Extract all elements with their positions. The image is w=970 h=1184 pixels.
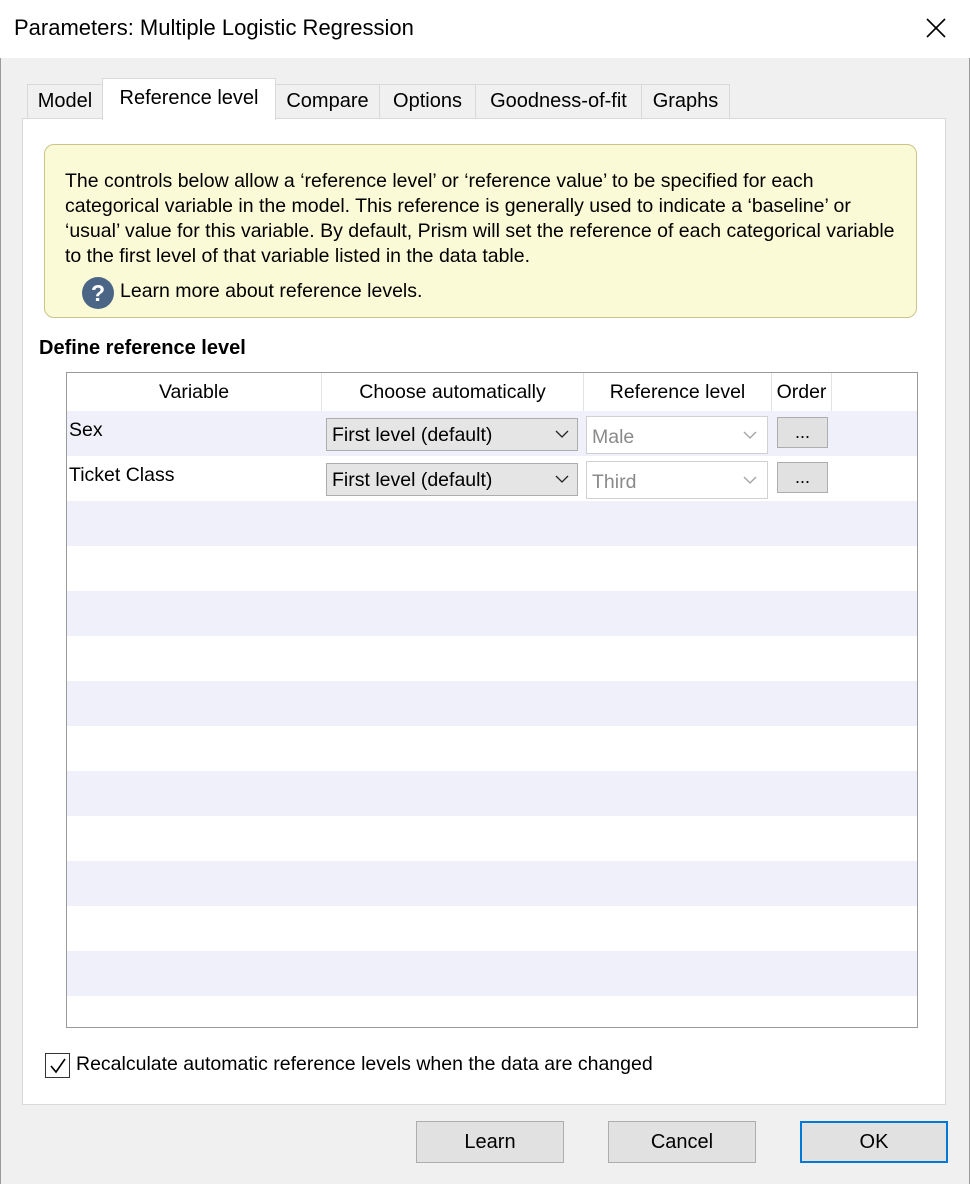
tab-goodness-of-fit[interactable]: Goodness-of-fit (475, 84, 642, 118)
chevron-down-icon (743, 473, 757, 487)
cancel-button[interactable]: Cancel (608, 1121, 756, 1163)
empty-table-row (67, 591, 917, 636)
chevron-down-icon (555, 472, 569, 486)
empty-table-row (67, 816, 917, 861)
empty-table-row (67, 681, 917, 726)
info-box (44, 144, 917, 318)
column-header-choose-automatically: Choose automatically (322, 373, 584, 411)
reference-level-select[interactable]: Male (586, 416, 768, 454)
choose-automatically-select[interactable]: First level (default) (326, 418, 578, 451)
close-button[interactable] (912, 6, 960, 50)
variable-name: Sex (69, 419, 103, 441)
close-icon (925, 17, 947, 39)
empty-table-row (67, 726, 917, 771)
empty-table-row (67, 861, 917, 906)
empty-table-row (67, 951, 917, 996)
empty-table-row (67, 636, 917, 681)
empty-table-row (67, 771, 917, 816)
column-header-variable: Variable (67, 373, 322, 411)
tab-graphs[interactable]: Graphs (641, 84, 730, 118)
choose-automatically-select[interactable]: First level (default) (326, 463, 578, 496)
reference-level-select[interactable]: Third (586, 461, 768, 499)
tab-compare[interactable]: Compare (275, 84, 380, 118)
section-title: Define reference level (39, 337, 246, 359)
empty-table-row (67, 501, 917, 546)
tab-options[interactable]: Options (379, 84, 476, 118)
order-button[interactable]: ... (777, 462, 828, 493)
window-border-left (0, 58, 1, 1184)
table-row (67, 456, 917, 501)
recalculate-label[interactable]: Recalculate automatic reference levels when the data are changed (76, 1053, 653, 1075)
window-title: Parameters: Multiple Logistic Regression (14, 15, 414, 40)
info-text: The controls below allow a ‘reference level’ or ‘reference value’ to be specified for each categorical variable in the model. This reference is generally used to indicate a ‘baseline’ or ‘usual’ value for this variable. By default, Prism will set the reference of each categorical variable to the first level of that variable listed in the data table. (65, 170, 895, 267)
tab-reference-level[interactable]: Reference level (102, 78, 276, 120)
reference-level-table (66, 372, 918, 1028)
empty-table-row (67, 546, 917, 591)
column-header-reference-level: Reference level (584, 373, 772, 411)
learn-button[interactable]: Learn (416, 1121, 564, 1163)
title-bar (0, 0, 970, 58)
empty-table-row (67, 906, 917, 951)
help-icon[interactable]: ? (82, 277, 114, 309)
ok-button[interactable]: OK (800, 1121, 948, 1163)
recalculate-checkbox[interactable] (45, 1053, 70, 1078)
tab-model[interactable]: Model (27, 84, 103, 118)
checkmark-icon (48, 1056, 68, 1076)
order-button[interactable]: ... (777, 417, 828, 448)
variable-name: Ticket Class (69, 464, 175, 486)
learn-more-link[interactable]: Learn more about reference levels. (120, 280, 423, 302)
table-row (67, 411, 917, 456)
table-header (67, 373, 917, 411)
chevron-down-icon (555, 427, 569, 441)
column-header-order: Order (772, 373, 832, 411)
chevron-down-icon (743, 428, 757, 442)
